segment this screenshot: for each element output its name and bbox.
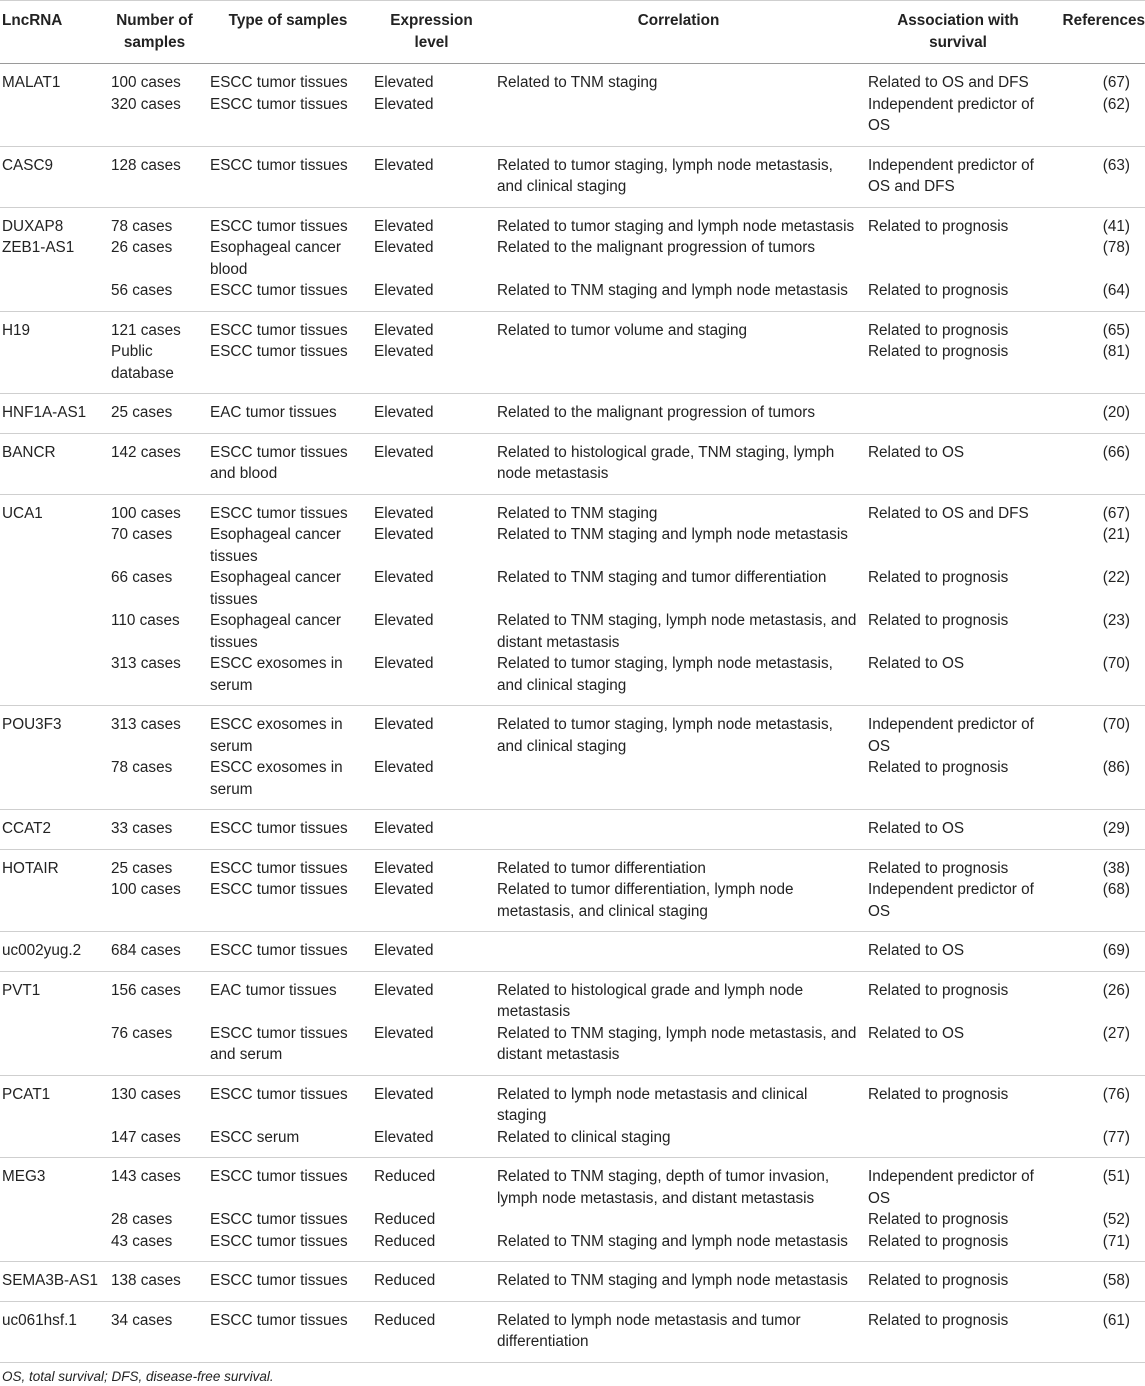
table-row (0, 1158, 1145, 1210)
cell-type-of-samples: ESCC tumor tissues (210, 343, 348, 360)
table-group (0, 971, 1145, 1075)
cell-number-of-samples: 28 cases (111, 1211, 173, 1228)
cell-type-of-samples: ESCC tumor tissues (210, 217, 348, 235)
cell-reference: (81) (1102, 343, 1130, 360)
cell-expression-level: Elevated (374, 569, 434, 586)
cell-association-with-survival: Related to prognosis (868, 759, 1009, 776)
table-row (0, 971, 1145, 1023)
table-row (0, 932, 1145, 972)
header-row (0, 1, 1145, 64)
cell-expression-level: Reduced (374, 1232, 436, 1250)
cell-number-of-samples: 25 cases (111, 404, 173, 421)
cell-number-of-samples: 313 cases (111, 655, 181, 672)
table-row (0, 237, 1145, 280)
cell-lncrna: MEG3 (2, 1168, 46, 1185)
cell-lncrna (0, 1127, 103, 1158)
cell-number-of-samples: 143 cases (111, 1168, 181, 1185)
cell-association-with-survival: Independent predictor of OS (868, 95, 1034, 134)
table-row (0, 810, 1145, 850)
table-row (0, 1301, 1145, 1362)
cell-lncrna: CCAT2 (2, 820, 52, 837)
cell-association-with-survival: Related to prognosis (868, 612, 1009, 629)
cell-lncrna (0, 524, 103, 567)
cell-type-of-samples: ESCC tumor tissues (210, 156, 348, 174)
cell-type-of-samples: Esophageal cancer tissues (210, 569, 341, 608)
cell-lncrna (0, 94, 103, 147)
cell-lncrna (0, 1209, 103, 1231)
cell-correlation: Related to lymph node metastasis and tumor differentiation (497, 1311, 801, 1350)
cell-type-of-samples: ESCC tumor tissues and blood (210, 443, 348, 482)
cell-expression-level: Elevated (374, 504, 434, 522)
cell-number-of-samples: 121 cases (111, 321, 181, 339)
cell-number-of-samples: 130 cases (111, 1085, 181, 1103)
cell-reference: (23) (1102, 612, 1130, 629)
cell-lncrna: HNF1A-AS1 (2, 404, 87, 421)
table-row (0, 757, 1145, 810)
cell-type-of-samples: ESCC tumor tissues (210, 282, 348, 299)
table-group (0, 810, 1145, 850)
cell-correlation: Related to TNM staging (497, 74, 658, 91)
cell-correlation (493, 810, 864, 850)
cell-reference: (21) (1102, 526, 1130, 543)
cell-lncrna (0, 567, 103, 610)
cell-number-of-samples: 684 cases (111, 942, 181, 959)
cell-expression-level: Elevated (374, 1128, 434, 1146)
cell-reference: (41) (1102, 217, 1130, 235)
cell-lncrna: MALAT1 (2, 74, 61, 91)
cell-expression-level: Elevated (374, 1024, 434, 1042)
table-row (0, 64, 1145, 94)
table-group (0, 433, 1145, 494)
cell-number-of-samples: 313 cases (111, 716, 181, 733)
table-group (0, 1158, 1145, 1262)
cell-type-of-samples: ESCC tumor tissues (210, 942, 348, 959)
cell-correlation: Related to TNM staging and lymph node metastasis (497, 1232, 848, 1250)
cell-number-of-samples: Public database (111, 343, 174, 382)
cell-type-of-samples: ESCC tumor tissues (210, 1311, 348, 1329)
cell-number-of-samples: 43 cases (111, 1232, 173, 1250)
cell-correlation: Related to tumor differentiation (497, 859, 706, 877)
cell-correlation: Related to TNM staging, depth of tumor invasion, lymph node metastasis, and distant metastasis (497, 1168, 830, 1207)
cell-lncrna: PVT1 (2, 981, 41, 999)
table-group (0, 706, 1145, 810)
cell-expression-level: Elevated (374, 655, 434, 672)
cell-reference: (68) (1102, 881, 1130, 898)
cell-reference: (22) (1102, 569, 1130, 586)
table-group (0, 207, 1145, 311)
cell-reference: (61) (1102, 1311, 1130, 1329)
cell-expression-level: Elevated (374, 526, 434, 543)
cell-correlation: Related to the malignant progression of tumors (497, 404, 816, 421)
cell-reference: (51) (1102, 1168, 1130, 1185)
cell-association-with-survival (864, 394, 1052, 434)
table-row (0, 394, 1145, 434)
cell-association-with-survival: Related to prognosis (868, 1211, 1009, 1228)
cell-association-with-survival: Related to prognosis (868, 1232, 1009, 1250)
cell-reference: (67) (1102, 504, 1130, 522)
cell-correlation (493, 1209, 864, 1231)
cell-number-of-samples: 33 cases (111, 820, 173, 837)
table-group (0, 494, 1145, 706)
cell-expression-level: Elevated (374, 404, 434, 421)
cell-reference: (78) (1102, 239, 1130, 256)
header-number-of-samples: Number of samples (103, 1, 206, 64)
cell-number-of-samples: 320 cases (111, 95, 181, 113)
cell-lncrna: SEMA3B-AS1 (2, 1272, 99, 1289)
cell-lncrna (0, 653, 103, 706)
cell-reference: (27) (1102, 1024, 1130, 1042)
table-group (0, 932, 1145, 972)
cell-association-with-survival: Related to OS (868, 443, 965, 461)
cell-correlation: Related to clinical staging (497, 1128, 671, 1146)
cell-expression-level: Elevated (374, 443, 434, 461)
cell-reference: (71) (1102, 1232, 1130, 1250)
cell-correlation: Related to histological grade and lymph node metastasis (497, 981, 804, 1020)
table-row (0, 567, 1145, 610)
table-row (0, 524, 1145, 567)
cell-lncrna: UCA1 (2, 504, 43, 522)
cell-number-of-samples: 147 cases (111, 1128, 181, 1146)
cell-association-with-survival: Related to prognosis (868, 321, 1009, 339)
table-header (0, 1, 1145, 64)
cell-association-with-survival: Related to OS (868, 655, 965, 672)
cell-type-of-samples: ESCC tumor tissues (210, 1211, 348, 1228)
cell-association-with-survival: Independent predictor of OS (868, 716, 1034, 755)
cell-expression-level: Elevated (374, 759, 434, 776)
table-footnote: OS, total survival; DFS, disease-free survival. (2, 1368, 274, 1384)
cell-association-with-survival: Related to prognosis (868, 1272, 1009, 1289)
table-row (0, 879, 1145, 932)
cell-number-of-samples: 78 cases (111, 217, 173, 235)
cell-type-of-samples: ESCC tumor tissues (210, 1085, 348, 1103)
cell-number-of-samples: 25 cases (111, 859, 173, 877)
cell-association-with-survival: Related to OS (868, 942, 965, 959)
cell-number-of-samples: 70 cases (111, 526, 173, 543)
table-row (0, 849, 1145, 879)
cell-lncrna (0, 610, 103, 653)
cell-correlation: Related to the malignant progression of tumors (497, 239, 816, 256)
cell-expression-level: Reduced (374, 1272, 436, 1289)
cell-expression-level: Elevated (374, 321, 434, 339)
cell-correlation: Related to tumor staging, lymph node metastasis, and clinical staging (497, 655, 833, 694)
cell-reference: (62) (1102, 95, 1130, 113)
cell-lncrna (0, 341, 103, 394)
cell-correlation: Related to tumor staging, lymph node metastasis, and clinical staging (497, 156, 833, 195)
cell-association-with-survival: Independent predictor of OS (868, 881, 1034, 920)
cell-reference: (20) (1102, 404, 1130, 421)
table-row (0, 1023, 1145, 1076)
cell-lncrna: HOTAIR (2, 859, 59, 877)
cell-reference: (70) (1102, 655, 1130, 672)
table-row (0, 610, 1145, 653)
cell-lncrna: uc002yug.2 (2, 942, 82, 959)
cell-number-of-samples: 142 cases (111, 443, 181, 461)
cell-correlation: Related to tumor staging and lymph node metastasis (497, 217, 855, 235)
cell-correlation: Related to lymph node metastasis and clinical staging (497, 1085, 808, 1124)
cell-correlation: Related to TNM staging and lymph node metastasis (497, 526, 848, 543)
cell-association-with-survival: Related to OS (868, 1024, 965, 1042)
cell-reference: (63) (1102, 156, 1130, 174)
cell-association-with-survival: Independent predictor of OS and DFS (868, 156, 1034, 195)
cell-type-of-samples: ESCC exosomes in serum (210, 716, 343, 755)
header-references: References (1052, 1, 1145, 64)
cell-expression-level: Reduced (374, 1211, 436, 1228)
cell-reference: (69) (1102, 942, 1130, 959)
cell-expression-level: Elevated (374, 716, 434, 733)
cell-association-with-survival: Independent predictor of OS (868, 1168, 1034, 1207)
cell-lncrna: H19 (2, 321, 31, 339)
cell-lncrna: CASC9 (2, 156, 54, 174)
cell-type-of-samples: ESCC exosomes in serum (210, 759, 343, 798)
cell-reference: (65) (1102, 321, 1130, 339)
cell-reference: (77) (1102, 1128, 1130, 1146)
cell-type-of-samples: Esophageal cancer blood (210, 239, 341, 278)
cell-lncrna: uc061hsf.1 (2, 1311, 77, 1329)
cell-lncrna (0, 280, 103, 311)
cell-association-with-survival: Related to prognosis (868, 343, 1009, 360)
cell-reference: (66) (1102, 443, 1130, 461)
cell-reference: (26) (1102, 981, 1130, 999)
header-correlation: Correlation (493, 1, 864, 64)
cell-expression-level: Reduced (374, 1168, 436, 1185)
table-row (0, 433, 1145, 494)
table-row (0, 653, 1145, 706)
cell-expression-level: Elevated (374, 74, 434, 91)
header-association-with-survival: Association with survival (864, 1, 1052, 64)
cell-lncrna (0, 1023, 103, 1076)
cell-correlation: Related to tumor staging, lymph node metastasis, and clinical staging (497, 716, 833, 755)
cell-correlation: Related to tumor volume and staging (497, 321, 747, 339)
cell-correlation: Related to TNM staging (497, 504, 658, 522)
table-group (0, 64, 1145, 147)
cell-association-with-survival: Related to prognosis (868, 859, 1009, 877)
table-row (0, 1262, 1145, 1302)
cell-correlation (493, 932, 864, 972)
cell-correlation: Related to TNM staging and lymph node metastasis (497, 1272, 848, 1289)
cell-association-with-survival: Related to prognosis (868, 981, 1009, 999)
cell-association-with-survival: Related to prognosis (868, 1311, 1009, 1329)
table-group (0, 1075, 1145, 1158)
cell-number-of-samples: 110 cases (111, 612, 180, 629)
cell-expression-level: Elevated (374, 981, 434, 999)
cell-expression-level: Elevated (374, 942, 434, 959)
cell-type-of-samples: ESCC tumor tissues (210, 1168, 348, 1185)
cell-expression-level: Elevated (374, 95, 434, 113)
cell-association-with-survival: Related to OS and DFS (868, 74, 1029, 91)
cell-reference: (86) (1102, 759, 1130, 776)
cell-type-of-samples: ESCC tumor tissues (210, 74, 348, 91)
cell-number-of-samples: 100 cases (111, 74, 181, 91)
cell-type-of-samples: ESCC tumor tissues (210, 859, 348, 877)
header-lncrna: LncRNA (0, 1, 103, 64)
cell-expression-level: Elevated (374, 820, 434, 837)
cell-reference: (58) (1102, 1272, 1130, 1289)
table-row (0, 341, 1145, 394)
cell-correlation (493, 94, 864, 147)
cell-expression-level: Elevated (374, 859, 434, 877)
cell-reference: (52) (1102, 1211, 1130, 1228)
table-row (0, 146, 1145, 207)
table-row (0, 1075, 1145, 1127)
table-group (0, 146, 1145, 207)
cell-type-of-samples: ESCC tumor tissues (210, 95, 348, 113)
cell-association-with-survival: Related to OS and DFS (868, 504, 1029, 522)
cell-association-with-survival (864, 524, 1052, 567)
cell-number-of-samples: 128 cases (111, 156, 181, 174)
cell-expression-level: Elevated (374, 612, 434, 629)
table-row (0, 1127, 1145, 1158)
cell-reference: (64) (1102, 282, 1130, 299)
cell-type-of-samples: ESCC tumor tissues (210, 1272, 348, 1289)
cell-number-of-samples: 138 cases (111, 1272, 181, 1289)
cell-association-with-survival: Related to prognosis (868, 1085, 1009, 1103)
cell-expression-level: Elevated (374, 282, 434, 299)
cell-type-of-samples: ESCC tumor tissues (210, 881, 348, 898)
cell-association-with-survival (864, 1127, 1052, 1158)
table-row (0, 280, 1145, 311)
cell-type-of-samples: Esophageal cancer tissues (210, 612, 341, 651)
table-row (0, 94, 1145, 147)
cell-number-of-samples: 34 cases (111, 1311, 173, 1329)
cell-lncrna: ZEB1-AS1 (2, 239, 75, 256)
cell-type-of-samples: ESCC tumor tissues (210, 504, 348, 522)
table-group (0, 1262, 1145, 1302)
cell-expression-level: Reduced (374, 1311, 436, 1329)
cell-expression-level: Elevated (374, 156, 434, 174)
cell-association-with-survival: Related to prognosis (868, 217, 1009, 235)
cell-expression-level: Elevated (374, 239, 434, 256)
table-group (0, 311, 1145, 394)
cell-number-of-samples: 66 cases (111, 569, 173, 586)
cell-association-with-survival: Related to prognosis (868, 569, 1009, 586)
cell-expression-level: Elevated (374, 881, 434, 898)
cell-correlation: Related to TNM staging, lymph node metastasis, and distant metastasis (497, 1024, 857, 1063)
cell-reference: (67) (1102, 74, 1130, 91)
cell-type-of-samples: ESCC exosomes in serum (210, 655, 343, 694)
cell-expression-level: Elevated (374, 1085, 434, 1103)
cell-type-of-samples: ESCC tumor tissues (210, 321, 348, 339)
cell-correlation (493, 341, 864, 394)
cell-type-of-samples: ESCC serum (210, 1128, 300, 1146)
cell-lncrna: POU3F3 (2, 716, 62, 733)
cell-number-of-samples: 100 cases (111, 504, 181, 522)
cell-type-of-samples: ESCC tumor tissues (210, 1232, 348, 1250)
table-group (0, 1301, 1145, 1362)
cell-number-of-samples: 156 cases (111, 981, 181, 999)
cell-correlation: Related to tumor differentiation, lymph node metastasis, and clinical staging (497, 881, 794, 920)
table-row (0, 311, 1145, 341)
table-row (0, 1209, 1145, 1231)
cell-lncrna (0, 1231, 103, 1262)
cell-lncrna: BANCR (2, 443, 56, 461)
table-group (0, 849, 1145, 932)
cell-type-of-samples: Esophageal cancer tissues (210, 526, 341, 565)
cell-lncrna: DUXAP8 (2, 217, 64, 235)
cell-number-of-samples: 76 cases (111, 1024, 173, 1042)
cell-reference: (76) (1102, 1085, 1130, 1103)
cell-correlation: Related to TNM staging, lymph node metastasis, and distant metastasis (497, 612, 857, 651)
cell-correlation: Related to histological grade, TNM staging, lymph node metastasis (497, 443, 835, 482)
cell-correlation (493, 757, 864, 810)
cell-association-with-survival (864, 237, 1052, 280)
cell-number-of-samples: 78 cases (111, 759, 173, 776)
cell-association-with-survival: Related to OS (868, 820, 965, 837)
table-row (0, 494, 1145, 524)
header-type-of-samples: Type of samples (206, 1, 370, 64)
cell-type-of-samples: EAC tumor tissues (210, 404, 337, 421)
cell-correlation: Related to TNM staging and lymph node metastasis (497, 282, 848, 299)
cell-number-of-samples: 26 cases (111, 239, 173, 256)
cell-number-of-samples: 100 cases (111, 881, 181, 898)
cell-number-of-samples: 56 cases (111, 282, 173, 299)
cell-expression-level: Elevated (374, 343, 434, 360)
cell-type-of-samples: EAC tumor tissues (210, 981, 337, 999)
cell-type-of-samples: ESCC tumor tissues (210, 820, 348, 837)
table-row (0, 706, 1145, 758)
cell-correlation: Related to TNM staging and tumor differentiation (497, 569, 827, 586)
cell-type-of-samples: ESCC tumor tissues and serum (210, 1024, 348, 1063)
cell-lncrna (0, 879, 103, 932)
table-group (0, 394, 1145, 434)
cell-reference: (38) (1102, 859, 1130, 877)
table-row (0, 207, 1145, 237)
cell-expression-level: Elevated (374, 217, 434, 235)
cell-lncrna: PCAT1 (2, 1085, 51, 1103)
header-expression-level: Expression level (370, 1, 493, 64)
cell-association-with-survival: Related to prognosis (868, 282, 1009, 299)
cell-reference: (29) (1102, 820, 1130, 837)
cell-lncrna (0, 757, 103, 810)
cell-reference: (70) (1102, 716, 1130, 733)
table-row (0, 1231, 1145, 1262)
